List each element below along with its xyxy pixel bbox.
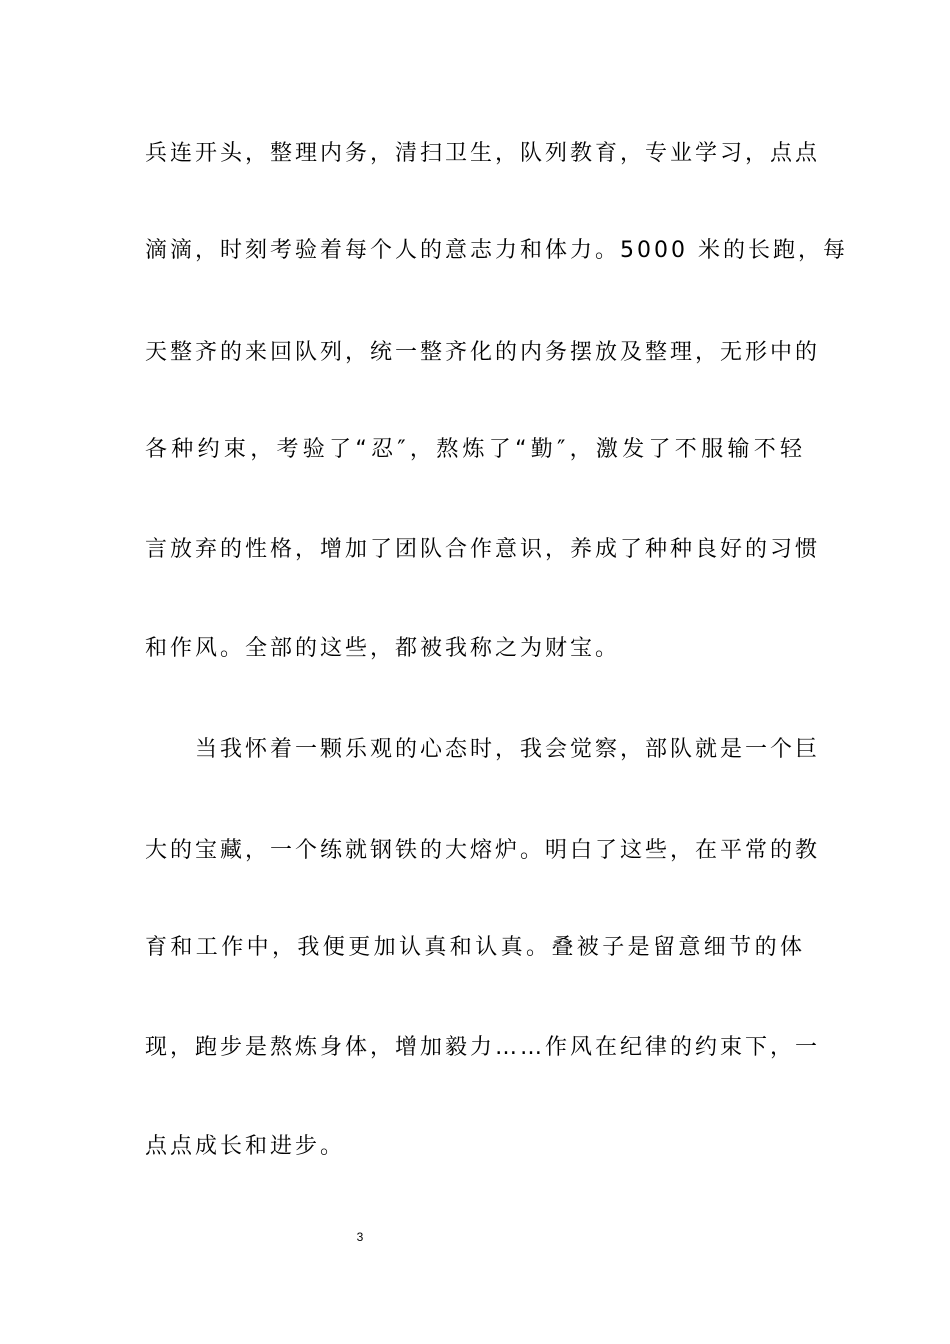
paragraph-2-line-4: 现，跑步是熬炼身体，增加毅力……作风在纪律的约束下，一	[145, 1035, 821, 1060]
paragraph-1-line-4: 各种约束，考验了“忍″，熬炼了“勤″，激发了不服输不轻	[145, 437, 805, 462]
paragraph-1-line-5: 言放弃的性格，增加了团队合作意识，养成了种种良好的习惯	[145, 537, 821, 562]
paragraph-1-line-2: 滴滴，时刻考验着每个人的意志力和体力。5000 米的长跑，每	[145, 238, 848, 263]
paragraph-1-line-6: 和作风。全部的这些，都被我称之为财宝。	[145, 636, 621, 661]
paragraph-2-line-2: 大的宝藏，一个练就钢铁的大熔炉。明白了这些，在平常的教	[145, 838, 821, 863]
paragraph-2-line-1: 当我怀着一颗乐观的心态时，我会觉察，部队就是一个巨	[195, 737, 821, 762]
paragraph-2-line-5: 点点成长和进步。	[145, 1134, 346, 1159]
paragraph-1-line-1: 兵连开头，整理内务，清扫卫生，队列教育，专业学习，点点	[145, 141, 821, 166]
paragraph-2-line-3: 育和工作中，我便更加认真和认真。叠被子是留意细节的体	[145, 935, 805, 960]
page-number: 3	[356, 1230, 364, 1244]
paragraph-1-line-3: 天整齐的来回队列，统一整齐化的内务摆放及整理，无形中的	[145, 340, 821, 365]
